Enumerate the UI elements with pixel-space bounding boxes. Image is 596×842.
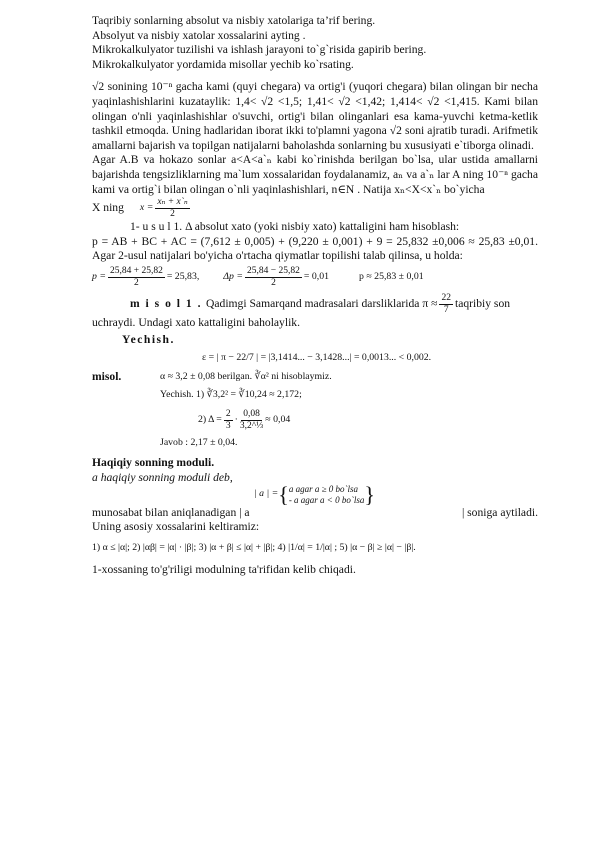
paragraph-agar: Agar A.B va hokazo sonlar a<A<a`ₙ kabi ko`rinishda berilgan bo`lsa, ular ustida amallarni bajarishda tengsizliklarning ma`lum xossalaridan foydalanamiz, aₙ va a`ₙ lar A ning 10⁻ⁿ gacha kami va ortig`i bilan olingan o`nli yaqinlashishlari, n∈N . Natija xₙ<X<x`ₙ bo`yicha [92, 153, 538, 196]
yechish-heading: Yechish. [122, 332, 175, 346]
munosabat-row [92, 506, 538, 521]
right-brace-icon: } [364, 481, 375, 507]
misol1-text-c: uchraydi. Undagi xato kattaligini baholaylik. [92, 315, 300, 329]
p-sum-line: p = AB + BC + AC = (7,612 ± 0,005) + (9,220 ± 0,001) + 9 = 25,832 ±0,006 ≈ 25,83 ±0,01. Agar 2-usul natijalari bo'yicha o'rtacha qiymatlar topilishi talab qilinsa, u holda: [92, 234, 538, 263]
munosabat-end: | soniga aytiladi. [461, 505, 538, 519]
properties-line: 1) α ≤ |α|; 2) |αβ| = |α| · |β|; 3) |α + β| ≤ |α| + |β|; 4) |1/α| = 1/|α| ; 5) |α − β| ≥ |α| − |β|. [92, 541, 416, 553]
p-lhs: p = [92, 271, 106, 283]
p-fraction [108, 266, 165, 289]
abs-definition [92, 481, 538, 507]
delta-rhs: ≈ 0,04 [265, 414, 291, 426]
delta-d1: 3 [225, 420, 231, 431]
x-formula-row [92, 197, 538, 220]
delta-fraction-1 [224, 409, 233, 432]
x-formula-lhs: x = [139, 202, 154, 214]
dp-lhs: Δp = [223, 271, 244, 283]
abs-cases [289, 484, 365, 506]
abs-case-2: - a agar a < 0 bo`lsa [288, 494, 365, 505]
delta-fraction-2 [240, 409, 263, 432]
abs-lhs: | a | = [254, 488, 279, 500]
misol1-fraction [439, 293, 453, 316]
dp-fraction [245, 266, 302, 289]
x-formula-num: xₙ + x`ₙ [157, 197, 188, 208]
p-equation-row [92, 266, 538, 289]
paragraph-sqrt2: √2 sonining 10⁻ⁿ gacha kami (quyi chegara) va ortig'i (yuqori chegara) bilan olingan bir necha yaqinlashishlarini kuzataylik: 1,4< √2 <1,5; 1,41< √2 <1,42; 1,414< √2 <1,415. Kami bilan olingan o'nli yaqinlashishlar o'suvchi, ortig'i bilan olinganlari esa kama-yuvchi ketma-ketlik tashkil etmoqda. Uning hadlaridan iborat ikki to'plamni yagona √2 soni ajratib turadi. Arifmetik amallarni bajarish va topilgan natijalarni baholashda sonlarning bu xususiyati e`tiborga olinadi. [92, 80, 538, 152]
intro-line-4: Mikrokalkulyator yordamida misollar yechib ko`rsating. [92, 57, 354, 71]
xossalar-line: Uning asosiy xossalarini keltiramiz: [92, 520, 260, 534]
alpha-line: α ≈ 3,2 ± 0,08 berilgan. ∛α² ni hisoblaymiz. [160, 370, 332, 382]
p-rhs: = 25,83, [166, 271, 200, 283]
usul-line: 1- u s u l 1. Δ absolut xato (yoki nisbiy xato) kattaligini ham hisoblash: [130, 220, 460, 234]
p-num: 25,84 + 25,82 [109, 265, 163, 276]
p-approx: p ≈ 25,83 ± 0,01 [359, 271, 424, 283]
javob-line: Javob : 2,17 ± 0,04. [160, 436, 238, 448]
intro-line-2: Absolyut va nisbiy xatolar xossalarini ayting . [92, 28, 306, 42]
misol1-num: 22 [441, 292, 451, 303]
abs-case-1: a agar a ≥ 0 bo`lsa [288, 483, 359, 494]
misol1-text-b: taqribiy son [454, 297, 511, 311]
dp-den: 2 [271, 277, 276, 288]
modul-definition: a haqiqiy sonning moduli deb, [92, 471, 233, 485]
misol1-row [92, 293, 538, 316]
delta-row: 2) Δ = $\frac{2}{3}$ · $\frac{0,08}{\text{3,2\textasciicircum{}⅓}}$ ≈ 0,04 [198, 408, 291, 431]
delta-n1: 2 [225, 408, 231, 419]
misol1-text-a: Qadimgi Samarqand madrasalari darsliklarida π ≈ [206, 297, 438, 311]
delta-n2: 0,08 [243, 408, 260, 419]
last-line: 1-xossaning to'g'riligi modulning ta'rifidan kelib chiqadi. [92, 563, 356, 577]
misol1-label: m i s o l 1 . [130, 297, 202, 311]
x-formula-fraction [155, 197, 189, 220]
left-brace-icon: { [278, 481, 289, 507]
epsilon-line: ε = | π − 22/7 | = |3,1414... − 3,1428...| = 0,0013... < 0,002. [202, 352, 432, 364]
p-den: 2 [134, 277, 139, 288]
document-page [92, 14, 538, 578]
yechish-step1: Yechish. 1) ∛3,2² = ∛10,24 ≈ 2,172; [160, 389, 302, 401]
delta-lhs: 2) Δ = [198, 414, 222, 426]
intro-line-1: Taqribiy sonlarning absolut va nisbiy xatolariga ta’rif bering. [92, 14, 376, 27]
dp-rhs: = 0,01 [303, 271, 329, 283]
munosabat-text: munosabat bilan aniqlanadigan | a [92, 505, 250, 519]
delta-d2: 3,2^⅓ [239, 420, 264, 431]
dp-num: 25,84 − 25,82 [247, 265, 300, 276]
intro-line-3: Mikrokalkulyator tuzilishi va ishlash jarayoni to`g`risida gapirib bering. [92, 43, 427, 57]
misol-label: misol. [92, 369, 122, 383]
x-ning-label: X ning [92, 201, 124, 215]
x-formula-den: 2 [170, 209, 175, 220]
heading-modul: Haqiqiy sonning moduli. [92, 456, 215, 470]
misol1-den: 7 [443, 304, 449, 315]
misol-row [92, 370, 538, 385]
